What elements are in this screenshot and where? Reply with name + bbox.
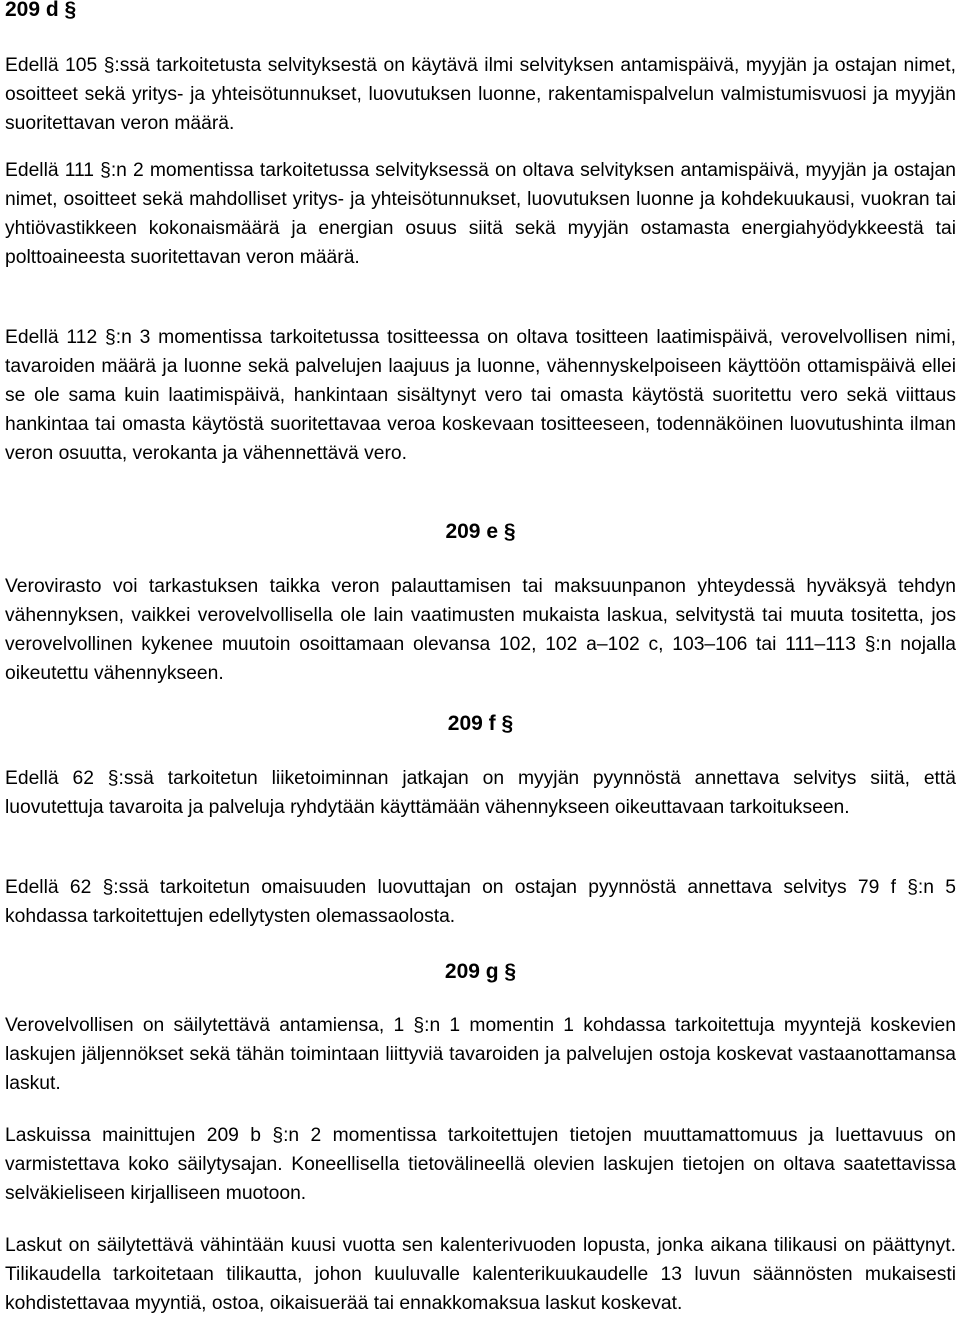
paragraph-209g-1: Verovelvollisen on säilytettävä antamiensa, 1 §:n 1 momentin 1 kohdassa tarkoitettuja myyntejä koskevien laskujen jäljennökset sekä tähän toimintaan liittyviä tavaroiden ja palvelujen ostoja koskevat vastaanottamansa laskut. (5, 1015, 956, 1094)
section-heading-209f: 209 f § (447, 712, 514, 735)
section-heading-209e: 209 e § (445, 520, 516, 543)
section-heading-209d: 209 d § (5, 0, 77, 21)
paragraph-209f-1: Edellä 62 §:ssä tarkoitetun liiketoiminnan jatkajan on myyjän pyynnöstä annettava selvitys siitä, että luovutettuja tavaroita ja palveluja ryhdytään käyttämään vähennykseen oikeuttavaan tarkoitukseen. (5, 768, 956, 818)
paragraph-209d-1: Edellä 105 §:ssä tarkoitetusta selvityksestä on käytävä ilmi selvityksen antamispäivä, myyjän ja ostajan nimet, osoitteet sekä yritys- ja yhteisötunnukset, luovutuksen luonne, rakentamispalvelun valmistumisvuosi ja myyjän suoritettavan veron määrä. (5, 55, 956, 134)
paragraph-209g-3: Laskut on säilytettävä vähintään kuusi vuotta sen kalenterivuoden lopusta, jonka aikana tilikausi on päättynyt. Tilikaudella tarkoitetaan tilikautta, johon kuuluvalle kalenterikuukaudelle 13 luvun säännösten mukaisesti kohdistettavaa myyntiä, ostoa, oikaisuerää tai ennakkomaksua laskut koskevat. (5, 1235, 956, 1314)
paragraph-209f-2: Edellä 62 §:ssä tarkoitetun omaisuuden luovuttajan on ostajan pyynnöstä annettava selvitys 79 f §:n 5 kohdassa tarkoitettujen edellytysten olemassaolosta. (5, 877, 956, 927)
paragraph-209d-3: Edellä 112 §:n 3 momentissa tarkoitetussa tositteessa on oltava tositteen laatimispäivä, verovelvollisen nimi, tavaroiden määrä ja luonne sekä palvelujen laajuus ja luonne, vähennyskelpoiseen käyttöön ottamispäivä ellei se ole sama kuin laatimispäivä, hankintaan sisältynyt vero tai omasta käytöstä suoritettu vero sekä viittaus hankintaa tai omasta käytöstä suoritettavaa veroa koskevaan tositteeseen, todennäköinen luovutushinta ilman veron osuutta, verokanta ja vähennettävä vero. (5, 327, 956, 464)
paragraph-209e-1: Verovirasto voi tarkastuksen taikka veron palauttamisen tai maksuunpanon yhteydessä hyväksyä tehdyn vähennyksen, vaikkei verovelvollisella ole lain vaatimusten mukaista laskua, selvitystä tai muuta tositetta, jos verovelvollinen kykenee muutoin osoittamaan olevansa 102, 102 a–102 c, 103–106 tai 111–113 §:n nojalla oikeutettu vähennykseen. (5, 576, 956, 684)
paragraph-209d-2: Edellä 111 §:n 2 momentissa tarkoitetussa selvityksessä on oltava selvityksen antamispäivä, myyjän ja ostajan nimet, osoitteet sekä mahdolliset yritys- ja yhteisötunnukset, luovutuksen luonne ja kohdekuukausi, vuokran tai yhtiövastikkeen kokonaismäärä ja energian osuus siitä sekä myyjän ostamasta energiahyödykkeestä tai polttoaineesta suoritettavan veron määrä. (5, 160, 956, 268)
paragraph-209g-2: Laskuissa mainittujen 209 b §:n 2 momentissa tarkoitettujen tietojen muuttamattomuus ja luettavuus on varmistettava koko säilytysajan. Koneellisella tietovälineellä olevien laskujen tietojen on oltava saatettavissa selväkieliseen kirjalliseen muotoon. (5, 1125, 956, 1204)
section-heading-209g: 209 g § (444, 960, 517, 983)
